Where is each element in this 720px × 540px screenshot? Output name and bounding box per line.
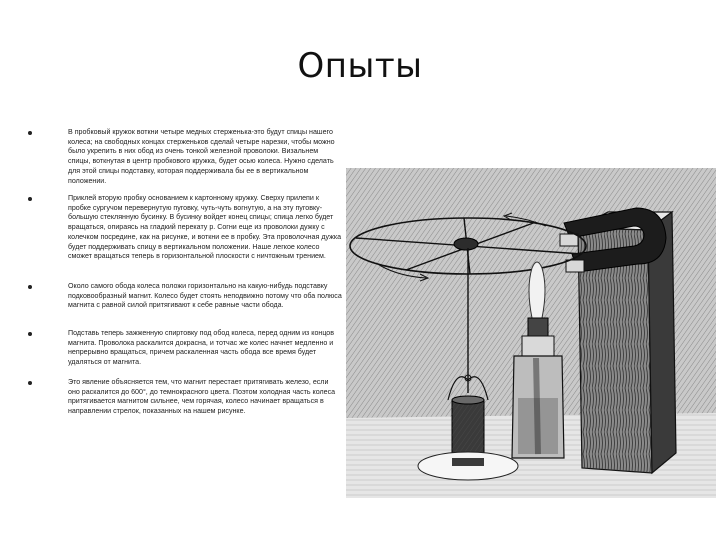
bullet-text: Приклей вторую пробку основанием к картонному кружку. Сверху прилепи к пробке сургучом перевернутую пуговку, чуть-чуть вогнутую, а на эту пуговку-большую стеклянную бусинку. В бусинку войдет конец спицы; спица легко будет вращаться, опираясь на гладкий перекату р. Согни еще из проволоки дужку с колечком посредине, как на рисунке, и воткни ее в пробку. Эта проволочная дужка будет поддерживать спицу в вертикальном положении. Наше легкое колесо сможет вращаться теперь в горизонтальной плоскости с ничтожным трением. xyxy=(68,194,342,261)
bullet-marker xyxy=(28,131,32,135)
bullet-marker xyxy=(28,332,32,336)
slide-title: Опыты xyxy=(297,46,423,86)
experiment-illustration xyxy=(346,168,716,498)
bullet-text: Подставь теперь зажженную спиртовку под обод колеса, перед одним из концов магнита. Проволока раскалится докрасна, и тотчас же колес начнет медленно и непрерывно вращаться, причем раскаленная часть обода все время будет удаляться от магнита. xyxy=(68,329,335,367)
bullet-marker xyxy=(28,381,32,385)
bullet-text: Это явление объясняется тем, что магнит перестает притягивать железо, если оно раскалится до 600°, до темнокрасного цвета. Поэтом холодная часть колеса притягивается магнитом сильнее, чем горячая, колесо начинает вращаться в направлении стрелок, показанных на нашем рисунке. xyxy=(68,378,336,416)
bullet-marker xyxy=(28,285,32,289)
bullet-text: В пробковый кружок воткни четыре медных стерженька-это будут спицы нашего колеса; на свободных концах стерженьков сделай четыре нарезки, чтобы можно было укрепить в них обод из очень тонкой железной проволоки. Визальнем спицы, воткнутая в центр пробкового кружка, будет осью колеса. Нужно сделать для этой спицы подставку, которая поддерживала бы ее в вертикальном положении. xyxy=(68,128,335,185)
bullet-marker xyxy=(28,197,32,201)
bullet-text: Около самого обода колеса положи горизонтально на какую-нибудь подставку подковообразный магнит. Колесо будет стоять неподвижно потому что оба полюса магнита с равной силой притягивают к себе равные части обода. xyxy=(68,282,342,310)
